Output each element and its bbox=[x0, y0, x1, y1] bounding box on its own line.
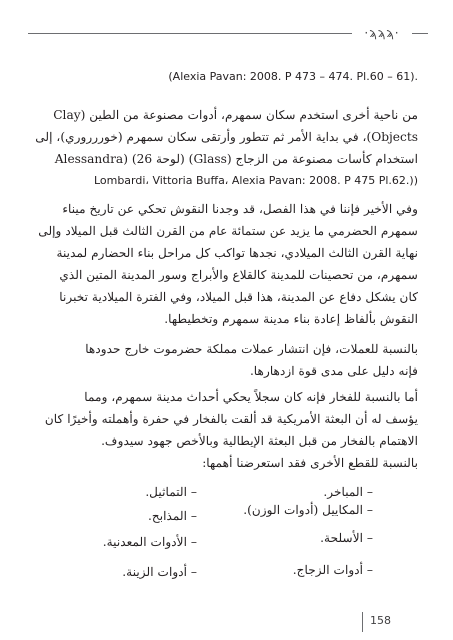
text-line: يؤسف له أن البعثة الأمريكية قد ألقت بالفخار في حفرة وأهملته وأخيرًا كان bbox=[44, 412, 418, 426]
paragraph-coins bbox=[33, 338, 418, 382]
text-line: الاهتمام بالفخار من قبل البعثة الإيطالية وبالأخص جهود سيدوف. bbox=[101, 434, 418, 448]
paragraph-pottery bbox=[33, 386, 418, 452]
list-item: – المذابح. bbox=[147, 509, 197, 523]
text-line: سمهرم، من تحصينات للمدينة كالقلاع والأبراج وسور المدينة المتين الذي bbox=[59, 268, 418, 282]
text-line: فإنه دليل على مدى قوة ازدهارها. bbox=[249, 364, 418, 378]
paragraph-glass bbox=[33, 104, 418, 192]
list-item: – الأدوات المعدنية. bbox=[102, 535, 197, 549]
paragraph-inscriptions bbox=[33, 198, 418, 330]
text-line: وفي الأخير فإننا في هذا الفصل، قد وجدنا النقوش تحكي عن تاريخ ميناء bbox=[62, 202, 418, 216]
text-line: Lombardi، Vittoria Buffa، Alexia Pavan: 2008. P 475 Pl.62.)) bbox=[93, 174, 418, 187]
citation-paragraph bbox=[33, 66, 418, 88]
text-line: نهاية القرن الثالث الميلادي، نجدها تواكب كل مراحل بناء الحضارم لمدينة bbox=[56, 246, 418, 260]
text-line: سمهرم الحضرمي ما يزيد عن ستمائة عام من القرن الثالث قبل الميلاد وإلى bbox=[38, 224, 418, 238]
citation-line: (Alexia Pavan: 2008. P 473 – 474. Pl.60 – 61). bbox=[168, 70, 418, 83]
text-line: من ناحية أخرى استخدم سكان سمهرم، أدوات مصنوعة من الطين (Clay bbox=[53, 108, 418, 122]
list-item: – الأسلحة. bbox=[320, 531, 373, 545]
text-line: استخدام كأسات مصنوعة من الزجاج (Glass) (لوحة 26) (Alessandra bbox=[54, 152, 418, 166]
list-item: – أدوات الزينة. bbox=[122, 565, 197, 579]
text-line: أما بالنسبة للفخار فإنه كان سجلاً يحكي أحداث مدينة سمهرم، ومما bbox=[84, 390, 418, 404]
list-item: – المكاييل (أدوات الوزن). bbox=[243, 503, 373, 517]
footer-rule bbox=[362, 612, 363, 632]
page-number: 158 bbox=[370, 614, 391, 627]
list-item: – أدوات الزجاج. bbox=[292, 563, 373, 577]
paragraph-other-items bbox=[33, 452, 418, 474]
text-line: النقوش بألفاظ إعادة بناء مدينة سمهرم وتخطيطها. bbox=[164, 312, 418, 326]
text-line: بالنسبة للقطع الأخرى فقد استعرضنا أهمها: bbox=[202, 456, 418, 470]
text-line: Objects)، في بداية الأمر ثم تتطور وأرتقى سكان سمهرم (خوررروري)، إلى bbox=[35, 130, 418, 144]
list-item: – التماثيل. bbox=[145, 485, 197, 499]
text-line: كان يشكل دفاع عن المدينة، هذا قبل الميلاد، وفي الفترة الميلادية تخبرنا bbox=[59, 290, 418, 304]
text-line: بالنسبة للعملات، فإن انتشار عملات مملكة حضرموت خارج حدودها bbox=[85, 342, 418, 356]
header-ornament: ·ϡϡϡ· bbox=[352, 24, 412, 42]
list-item: – المباخر. bbox=[323, 485, 373, 499]
